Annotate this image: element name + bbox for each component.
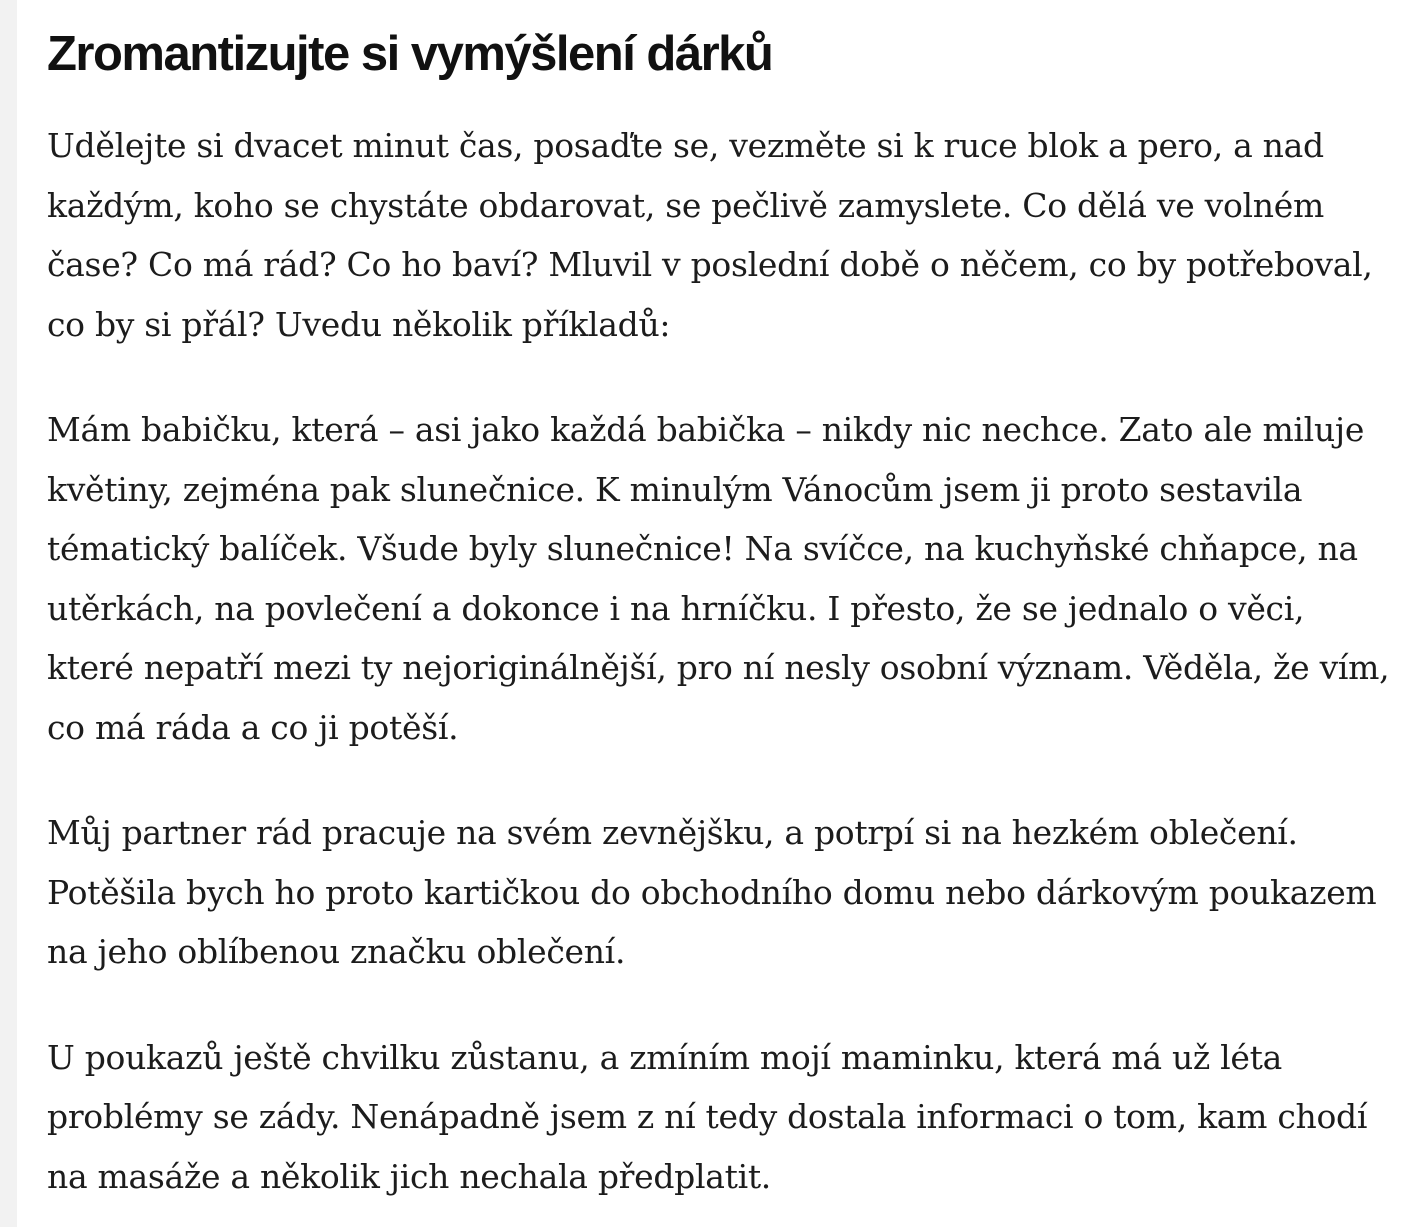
page-left-margin [0, 0, 17, 1227]
paragraph-mother: U poukazů ještě chvilku zůstanu, a zmíním mojí maminku, která má už léta problémy se zády. Nenápadně jsem z ní tedy dostala informaci o tom, kam chodí na masáže a několik jich nechala předplatit. [47, 1037, 1368, 1196]
article-content [47, 22, 1397, 1206]
paragraph-grandmother: Mám babičku, která – asi jako každá babička – nikdy nic nechce. Zato ale miluje květiny, zejména pak slunečnice. K minulým Vánocům jsem ji proto sestavila tématický balíček. Všude byly slunečnice! Na svíčce, na kuchyňské chňapce, na utěrkách, na povlečení a dokonce i na hrníčku. I přesto, že se jednalo o věci, které nepatří mezi ty nejoriginálnější, pro ní nesly osobní význam. Věděla, že vím, co má ráda a co ji potěší. [47, 410, 1390, 747]
paragraph-intro: Udělejte si dvacet minut čas, posaďte se, vezměte si k ruce blok a pero, a nad každým, koho se chystáte obdarovat, se pečlivě zamyslete. Co dělá ve volném čase? Co má rád? Co ho baví? Mluvil v poslední době o něčem, co by potřeboval, co by si přál? Uvedu několik příkladů: [47, 126, 1373, 344]
paragraph-partner: Můj partner rád pracuje na svém zevnějšku, a potrpí si na hezkém oblečení. Potěšila bych ho proto kartičkou do obchodního domu nebo dárkovým poukazem na jeho oblíbenou značku oblečení. [47, 813, 1377, 971]
section-heading: Zromantizujte si vymýšlení dárků [47, 27, 773, 81]
